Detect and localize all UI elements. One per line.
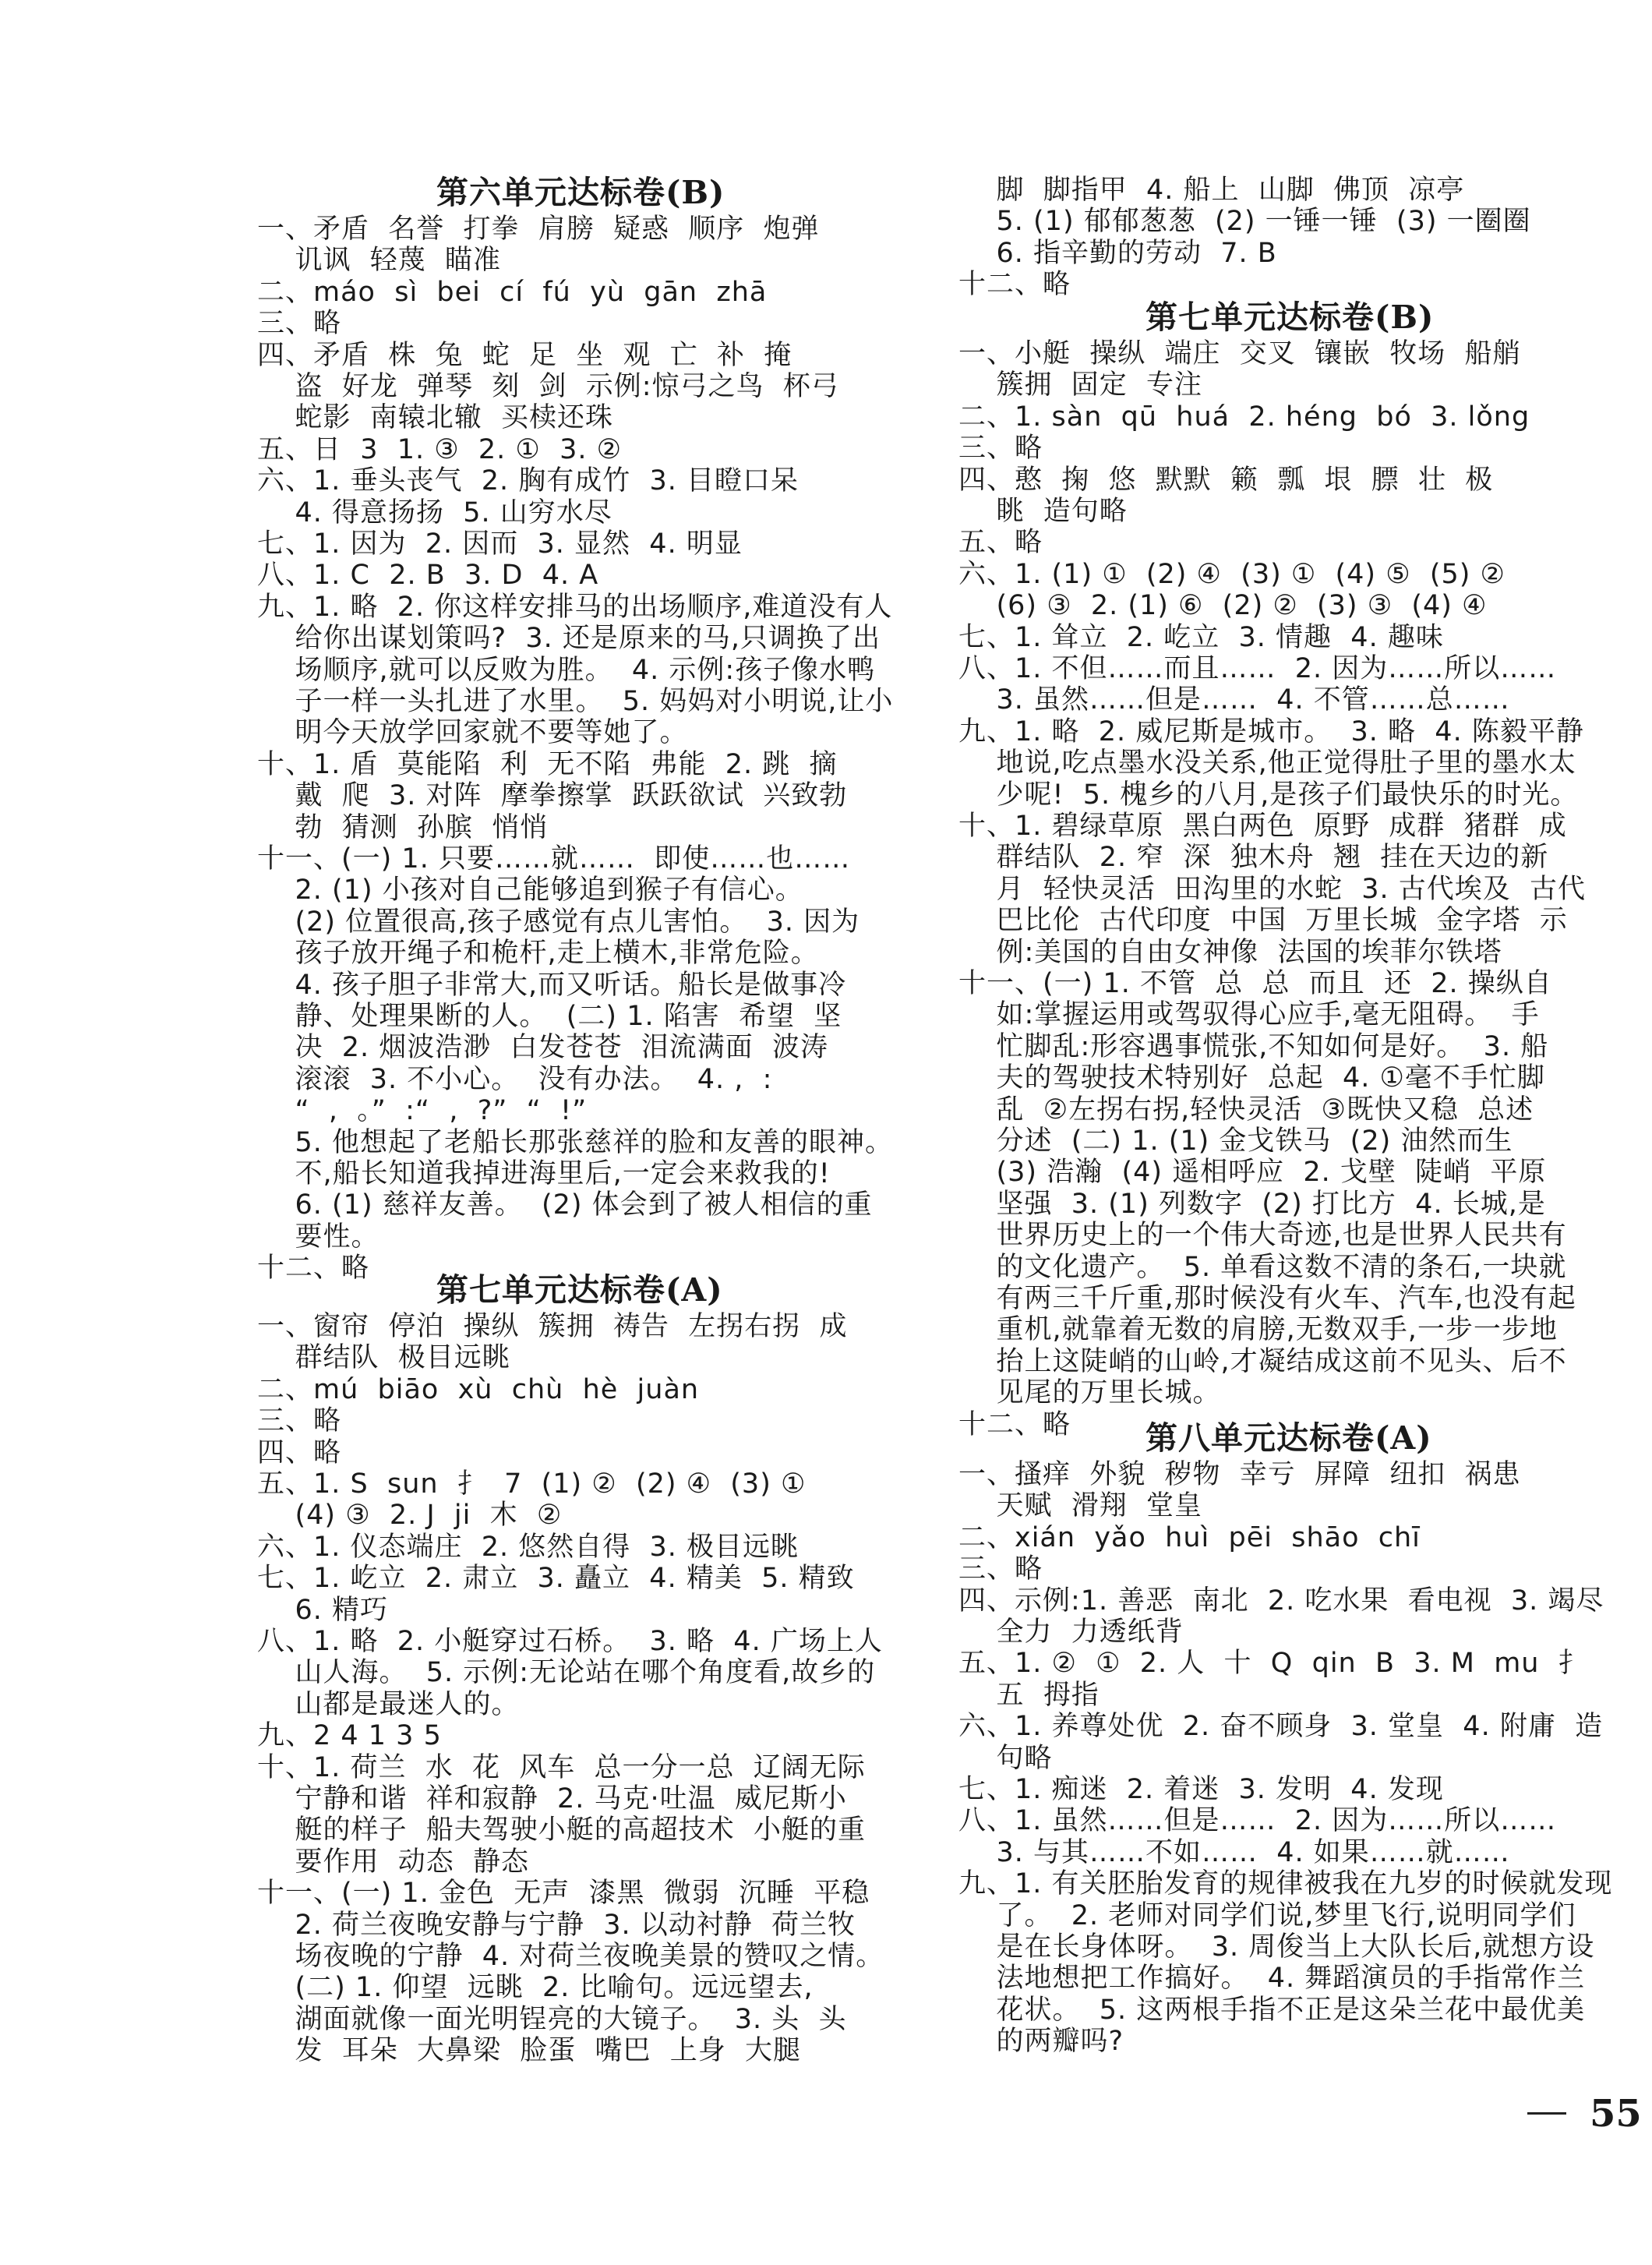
answer-line: 艇的样子 船夫驾驶小艇的高超技术 小艇的重 xyxy=(257,1814,867,1846)
answer-line: 子一样一头扎进了水里。 5. 妈妈对小明说,让小 xyxy=(257,686,894,717)
answer-line: 月 轻快灵活 田沟里的水蛇 3. 古代埃及 古代 xyxy=(958,873,1587,905)
answer-line: 要作用 动态 静态 xyxy=(257,1846,530,1878)
answer-line: 有两三千斤重,那时候没有火车、汽车,也没有起 xyxy=(958,1283,1576,1314)
answer-line: 勃 猜测 孙膑 悄悄 xyxy=(257,811,549,843)
answer-line: 如:掌握运用或驾驭得心应手,毫无阻碍。 手 xyxy=(958,999,1540,1031)
answer-line: 二、xián yǎo huì pēi shāo chī xyxy=(958,1521,1421,1553)
answer-line: 给你出谋划策吗? 3. 还是原来的马,只调换了出 xyxy=(257,623,881,655)
answer-line: 6. 指辛勤的劳动 7. B xyxy=(958,237,1277,269)
answer-line: 群结队 极目远眺 xyxy=(257,1342,510,1374)
answer-line: 八、1. C 2. B 3. D 4. A xyxy=(257,560,599,592)
answer-line: 四、示例:1. 善恶 南北 2. 吃水果 看电视 3. 竭尽 xyxy=(958,1585,1604,1617)
answer-line: 一、小艇 操纵 端庄 交叉 镶嵌 牧场 船艄 xyxy=(958,338,1521,369)
answer-line: 三、略 xyxy=(958,1553,1043,1585)
answer-line: 不,船长知道我掉进海里后,一定会来救我的! xyxy=(257,1158,831,1189)
answer-line: 六、1. 仪态端庄 2. 悠然自得 3. 极目远眺 xyxy=(257,1531,800,1563)
answer-line: 滚滚 3. 不小心。 没有办法。 4. , : xyxy=(257,1063,773,1095)
answer-line: 的两瓣吗? xyxy=(958,2026,1124,2058)
answer-line: 七、1. 耸立 2. 屹立 3. 情趣 4. 趣味 xyxy=(958,621,1444,653)
section-title-unit8-a: 第八单元达标卷(A) xyxy=(1145,1419,1432,1457)
answer-line: 天赋 滑翔 堂皇 xyxy=(958,1490,1203,1522)
answer-line: 了。 2. 老师对同学们说,梦里飞行,说明同学们 xyxy=(958,1899,1576,1931)
answer-line: 例:美国的自由女神像 法国的埃菲尔铁塔 xyxy=(958,936,1502,968)
answer-line: 九、1. 有关胚胎发育的规律被我在九岁的时候就发现 xyxy=(958,1868,1613,1900)
answer-line: 脚 脚指甲 4. 船上 山脚 佛顶 凉亭 xyxy=(958,175,1465,206)
answer-line: 决 2. 烟波浩渺 白发苍苍 泪流满面 波涛 xyxy=(257,1032,829,1064)
answer-line: 法地想把工作搞好。 4. 舞蹈演员的手指常作兰 xyxy=(958,1963,1586,1995)
answer-line: 世界历史上的一个伟大奇迹,也是世界人民共有 xyxy=(958,1220,1567,1252)
answer-line: 十、1. 荷兰 水 花 风车 总一分一总 辽阔无际 xyxy=(257,1751,866,1783)
answer-line: 五、1. ② ① 2. 人 十 Q qin B 3. M mu 扌 xyxy=(958,1648,1587,1680)
answer-line: 全力 力透纸背 xyxy=(958,1617,1184,1648)
answer-line: 场夜晚的宁静 4. 对荷兰夜晚美景的赞叹之情。 xyxy=(257,1941,884,1972)
answer-line: 2. (1) 小孩对自己能够追到猴子有信心。 xyxy=(257,875,803,906)
answer-line: 4. 孩子胆子非常大,而又听话。船长是做事冷 xyxy=(257,969,847,1001)
answer-line: 八、1. 略 2. 小艇穿过石桥。 3. 略 4. 广场上人 xyxy=(257,1626,883,1657)
answer-line: 戴 爬 3. 对阵 摩拳擦掌 跃跃欲试 兴致勃 xyxy=(257,780,848,812)
answer-line: 十、1. 盾 莫能陷 利 无不陷 弗能 2. 跳 摘 xyxy=(257,748,838,780)
answer-line: 静、处理果断的人。 (二) 1. 陷害 希望 坚 xyxy=(257,1001,842,1032)
answer-line: (二) 1. 仰望 远眺 2. 比喻句。远远望去, xyxy=(257,1972,814,2004)
answer-line: 三、略 xyxy=(257,1405,342,1437)
section-title-unit7-a: 第七单元达标卷(A) xyxy=(436,1271,723,1309)
answer-line: 重机,就靠着无数的肩膀,无数双手,一步一步地 xyxy=(958,1314,1558,1346)
answer-line: 3. 与其……不如…… 4. 如果……就…… xyxy=(958,1836,1510,1868)
answer-line: 一、矛盾 名誉 打拳 肩膀 疑惑 顺序 炮弹 xyxy=(257,214,820,245)
answer-line: 宁静和谐 祥和寂静 2. 马克·吐温 威尼斯小 xyxy=(257,1783,847,1814)
answer-line: 5. (1) 郁郁葱葱 (2) 一锤一锤 (3) 一圈圈 xyxy=(958,206,1531,238)
answer-line: 发 耳朵 大鼻梁 脸蛋 嘴巴 上身 大腿 xyxy=(257,2035,802,2067)
answer-line: 五 拇指 xyxy=(958,1679,1100,1711)
answer-line: 要性。 xyxy=(257,1221,379,1253)
answer-line: 4. 得意扬扬 5. 山穷水尽 xyxy=(257,496,612,528)
answer-line: “ , 。” :“ , ?” “ !” xyxy=(257,1095,588,1127)
section-title-unit7-b: 第七单元达标卷(B) xyxy=(1145,299,1435,336)
answer-line: 二、1. sàn qū huá 2. héng bó 3. lǒng xyxy=(958,401,1530,433)
answer-line: 盗 好龙 弹琴 刻 剑 示例:惊弓之鸟 杯弓 xyxy=(257,371,839,402)
answer-line: 四、略 xyxy=(257,1436,342,1468)
answer-line: 6. (1) 慈祥友善。 (2) 体会到了被人相信的重 xyxy=(257,1189,873,1221)
answer-line: 七、1. 痴迷 2. 着迷 3. 发明 4. 发现 xyxy=(958,1774,1444,1805)
answer-line: 讥讽 轻蔑 瞄准 xyxy=(257,245,502,277)
answer-line: 蛇影 南辕北辙 买椟还珠 xyxy=(257,402,614,434)
answer-line: 六、1. (1) ① (2) ④ (3) ① (4) ⑤ (5) ② xyxy=(958,558,1506,590)
answer-line: 九、1. 略 2. 威尼斯是城市。 3. 略 4. 陈毅平静 xyxy=(958,716,1584,747)
answer-line: 六、1. 养尊处优 2. 奋不顾身 3. 堂皇 4. 附庸 造 xyxy=(958,1711,1604,1743)
answer-line: 忙脚乱:形容遇事慌张,不知如何是好。 3. 船 xyxy=(958,1030,1549,1062)
answer-line: 五、日 3 1. ③ 2. ① 3. ② xyxy=(257,433,622,465)
answer-line: 6. 精巧 xyxy=(257,1594,389,1626)
answer-line: 十一、(一) 1. 只要……就…… 即使……也…… xyxy=(257,843,851,875)
answer-line: 山人海。 5. 示例:无论站在哪个角度看,故乡的 xyxy=(257,1657,876,1689)
answer-line: 眺 造句略 xyxy=(958,496,1128,527)
answer-line: 分述 (二) 1. (1) 金戈铁马 (2) 油然而生 xyxy=(958,1125,1513,1157)
answer-line: 巴比伦 古代印度 中国 万里长城 金字塔 示 xyxy=(958,905,1568,937)
answer-line: 十二、略 xyxy=(958,1408,1071,1440)
answer-line: 五、略 xyxy=(958,527,1043,559)
answer-line: 七、1. 因为 2. 因而 3. 显然 4. 明显 xyxy=(257,528,743,560)
answer-line: 湖面就像一面光明锃亮的大镜子。 3. 头 头 xyxy=(257,2003,847,2035)
answer-line: 群结队 2. 窄 深 独木舟 翘 挂在天边的新 xyxy=(958,842,1549,874)
page-number: 55 xyxy=(1590,2092,1642,2136)
answer-line: 九、2 4 1 3 5 xyxy=(257,1720,442,1752)
answer-line: 一、窗帘 停泊 操纵 簇拥 祷告 左拐右拐 成 xyxy=(257,1311,848,1342)
answer-line: 2. 荷兰夜晚安静与宁静 3. 以动衬静 荷兰牧 xyxy=(257,1909,856,1941)
answer-line: 的文化遗产。 5. 单看这数不清的条石,一块就 xyxy=(958,1251,1567,1283)
answer-line: 十一、(一) 1. 不管 总 总 而且 还 2. 操纵自 xyxy=(958,968,1552,999)
answer-line: 八、1. 虽然……但是…… 2. 因为……所以…… xyxy=(958,1805,1557,1837)
answer-line: 坚强 3. (1) 列数字 (2) 打比方 4. 长城,是 xyxy=(958,1188,1546,1220)
answer-line: 抬上这陡峭的山岭,才凝结成这前不见头、后不 xyxy=(958,1345,1567,1377)
answer-line: 孩子放开绳子和桅杆,走上横木,非常危险。 xyxy=(257,938,819,970)
answer-line: 5. 他想起了老船长那张慈祥的脸和友善的眼神。 xyxy=(257,1126,894,1158)
answer-line: (3) 浩瀚 (4) 遥相呼应 2. 戈壁 陡峭 平原 xyxy=(958,1157,1547,1189)
answer-line: 明今天放学回家就不要等她了。 xyxy=(257,717,688,749)
answer-line: 是在长身体呀。 3. 周俊当上大队长后,就想方设 xyxy=(958,1931,1595,1963)
answer-line: 山都是最迷人的。 xyxy=(257,1688,520,1720)
answer-line: 十、1. 碧绿草原 黑白两色 原野 成群 猪群 成 xyxy=(958,811,1567,842)
answer-line: (2) 位置很高,孩子感觉有点儿害怕。 3. 因为 xyxy=(257,906,860,938)
answer-line: 二、mú biāo xù chù hè juàn xyxy=(257,1373,700,1405)
answer-line: 3. 虽然……但是…… 4. 不管……总…… xyxy=(958,684,1510,716)
answer-line: 四、矛盾 株 兔 蛇 足 坐 观 亡 补 掩 xyxy=(257,339,792,371)
answer-line: 少呢! 5. 槐乡的八月,是孩子们最快乐的时光。 xyxy=(958,779,1579,811)
answer-line: 句略 xyxy=(958,1742,1053,1774)
answer-line: 十二、略 xyxy=(958,269,1071,301)
answer-line: 六、1. 垂头丧气 2. 胸有成竹 3. 目瞪口呆 xyxy=(257,465,800,497)
answer-line: 地说,吃点墨水没关系,他正觉得肚子里的墨水太 xyxy=(958,747,1576,779)
answer-line: 一、搔痒 外貌 秽物 幸亏 屏障 纽扣 祸患 xyxy=(958,1459,1521,1490)
answer-line: 十一、(一) 1. 金色 无声 漆黑 微弱 沉睡 平稳 xyxy=(257,1878,870,1910)
answer-line: 十二、略 xyxy=(257,1253,370,1284)
answer-line: 簇拥 固定 专注 xyxy=(958,369,1203,401)
answer-line: 乱 ②左拐右拐,轻快灵活 ③既快又稳 总述 xyxy=(958,1094,1534,1125)
answer-line: 场顺序,就可以反败为胜。 4. 示例:孩子像水鸭 xyxy=(257,654,876,686)
answer-line: 五、1. S sun 扌 7 (1) ② (2) ④ (3) ① xyxy=(257,1468,807,1500)
answer-line: 二、máo sì bei cí fú yù gān zhā xyxy=(257,276,768,308)
answer-line: 四、憨 掬 悠 默默 籁 瓢 垠 膘 壮 极 xyxy=(958,464,1494,496)
answer-line: 花状。 5. 这两根手指不正是这朵兰花中最优美 xyxy=(958,1994,1586,2026)
answer-line: 三、略 xyxy=(257,308,342,340)
answer-line: 八、1. 不但……而且…… 2. 因为……所以…… xyxy=(958,653,1557,684)
page-number-rule xyxy=(1527,2112,1566,2115)
answer-line: 见尾的万里长城。 xyxy=(958,1377,1221,1409)
answer-line: 三、略 xyxy=(958,433,1043,465)
answer-line: (6) ③ 2. (1) ⑥ (2) ② (3) ③ (4) ④ xyxy=(958,590,1488,622)
section-title-unit6-b: 第六单元达标卷(B) xyxy=(436,174,725,211)
answer-line: (4) ③ 2. J ji 木 ② xyxy=(257,1500,563,1532)
answer-line: 九、1. 略 2. 你这样安排马的出场顺序,难道没有人 xyxy=(257,591,893,623)
answer-line: 七、1. 屹立 2. 肃立 3. 矗立 4. 精美 5. 精致 xyxy=(257,1563,855,1595)
answer-line: 夫的驾驶技术特别好 总起 4. ①毫不手忙脚 xyxy=(958,1062,1545,1094)
